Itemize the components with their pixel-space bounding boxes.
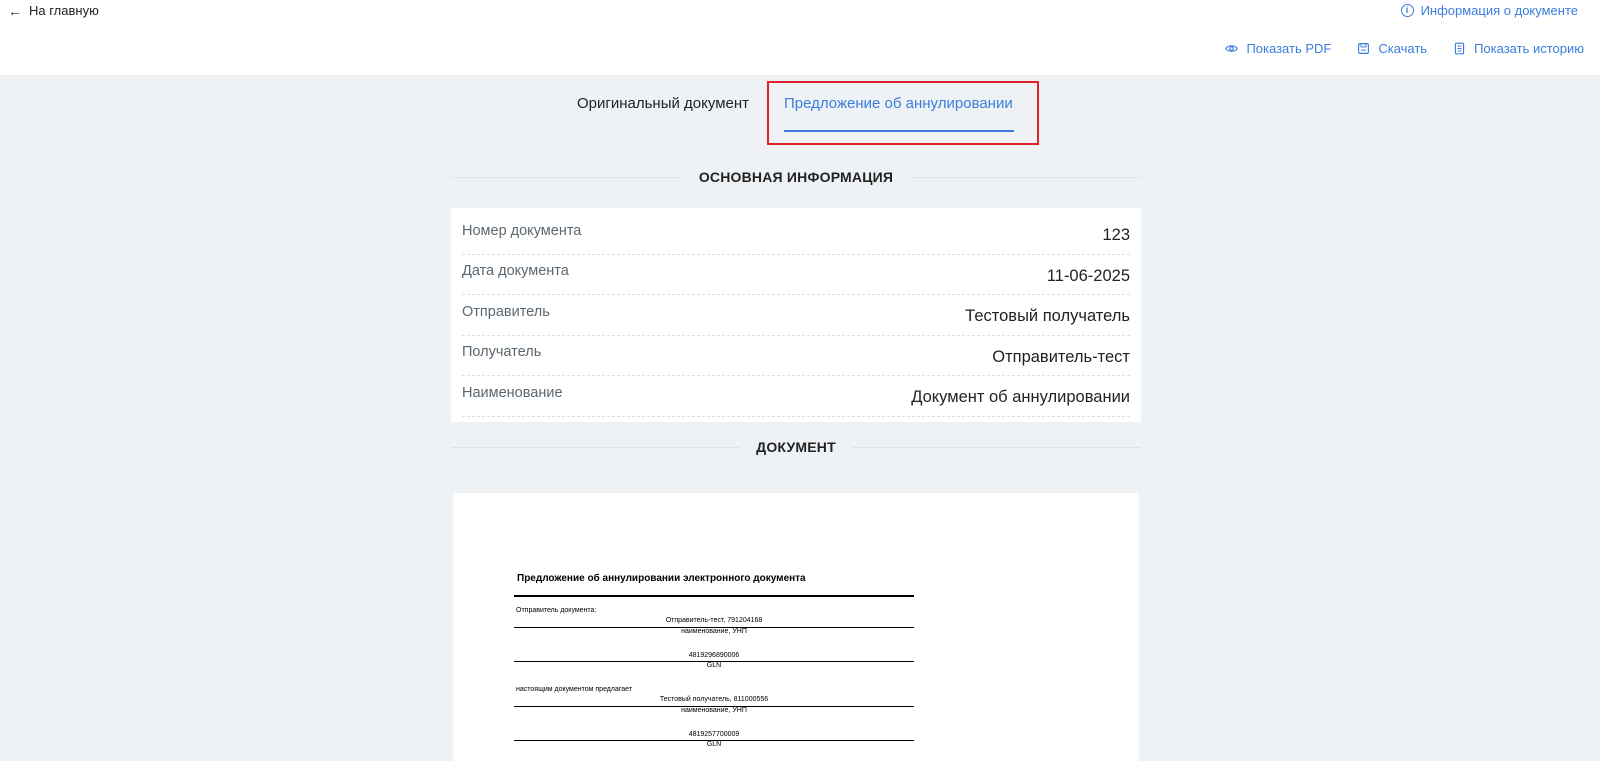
preview-sender-label: Отправитель документа:	[516, 607, 597, 614]
info-row-receiver	[462, 336, 1130, 377]
info-icon: i	[1401, 4, 1414, 17]
main-info-section-title	[451, 167, 1141, 187]
document-info-link[interactable]	[1401, 3, 1578, 18]
preview-receiver-value: Тестовый получатель, 811000556	[659, 696, 769, 703]
document-info-label: Информация о документе	[1420, 3, 1578, 18]
info-value: 11-06-2025	[1046, 266, 1130, 285]
info-label: Получатель	[462, 344, 542, 361]
info-label: Номер документа	[462, 222, 582, 239]
info-label: Отправитель	[462, 303, 550, 320]
show-history-button[interactable]	[1453, 41, 1584, 56]
highlight-box	[767, 81, 1039, 145]
main-info-card	[451, 208, 1141, 422]
divider	[909, 177, 1141, 178]
divider	[852, 447, 1141, 448]
preview-proposes-label: настоящим документом предлагает	[516, 686, 633, 693]
eye-icon	[1225, 42, 1238, 55]
preview-rule	[514, 595, 914, 597]
show-history-label: Показать историю	[1474, 41, 1584, 56]
info-row-sender	[462, 295, 1130, 336]
info-row-document-number	[462, 214, 1130, 255]
info-value: 123	[1102, 226, 1130, 245]
main-info-title: ОСНОВНАЯ ИНФОРМАЦИЯ	[698, 169, 894, 185]
document-actions	[1225, 41, 1584, 56]
info-value: Отправитель-тест	[992, 347, 1130, 366]
info-value: Документ об аннулировании	[911, 388, 1130, 407]
download-button[interactable]	[1357, 41, 1427, 56]
info-row-name	[462, 376, 1130, 417]
show-pdf-button[interactable]	[1225, 41, 1331, 56]
content-area	[0, 75, 1600, 761]
divider	[451, 447, 740, 448]
back-label: На главную	[29, 3, 99, 18]
preview-receiver-gln: 4819257700009	[688, 731, 740, 738]
preview-sender-value: Отправитель-тест, 791204168	[665, 617, 763, 624]
top-header	[0, 0, 1600, 75]
preview-caption: наименование, УНП	[681, 628, 747, 635]
document-preview[interactable]	[453, 493, 1139, 761]
show-pdf-label: Показать PDF	[1246, 41, 1332, 56]
download-label: Скачать	[1378, 41, 1428, 56]
info-row-document-date	[462, 255, 1130, 296]
preview-title: Предложение об аннулировании электронного документа	[517, 573, 806, 584]
preview-sender-gln: 4819296890006	[688, 652, 740, 659]
preview-caption: наименование, УНП	[681, 707, 747, 714]
preview-caption: GLN	[706, 662, 722, 669]
back-to-home-link[interactable]	[8, 3, 99, 18]
document-section-title	[451, 437, 1141, 457]
document-title: ДОКУМЕНТ	[756, 439, 836, 455]
document-tabs	[0, 75, 1600, 145]
divider	[451, 177, 683, 178]
document-list-icon	[1453, 42, 1466, 55]
arrow-left-icon: ←	[8, 2, 22, 19]
save-icon	[1357, 42, 1370, 55]
tab-cancellation-proposal[interactable]: Предложение об аннулировании	[784, 95, 1013, 112]
info-label: Наименование	[462, 384, 563, 401]
info-label: Дата документа	[462, 263, 569, 280]
preview-caption: GLN	[706, 741, 722, 748]
info-value: Тестовый получатель	[965, 307, 1130, 326]
tab-original-document[interactable]: Оригинальный документ	[577, 95, 750, 112]
